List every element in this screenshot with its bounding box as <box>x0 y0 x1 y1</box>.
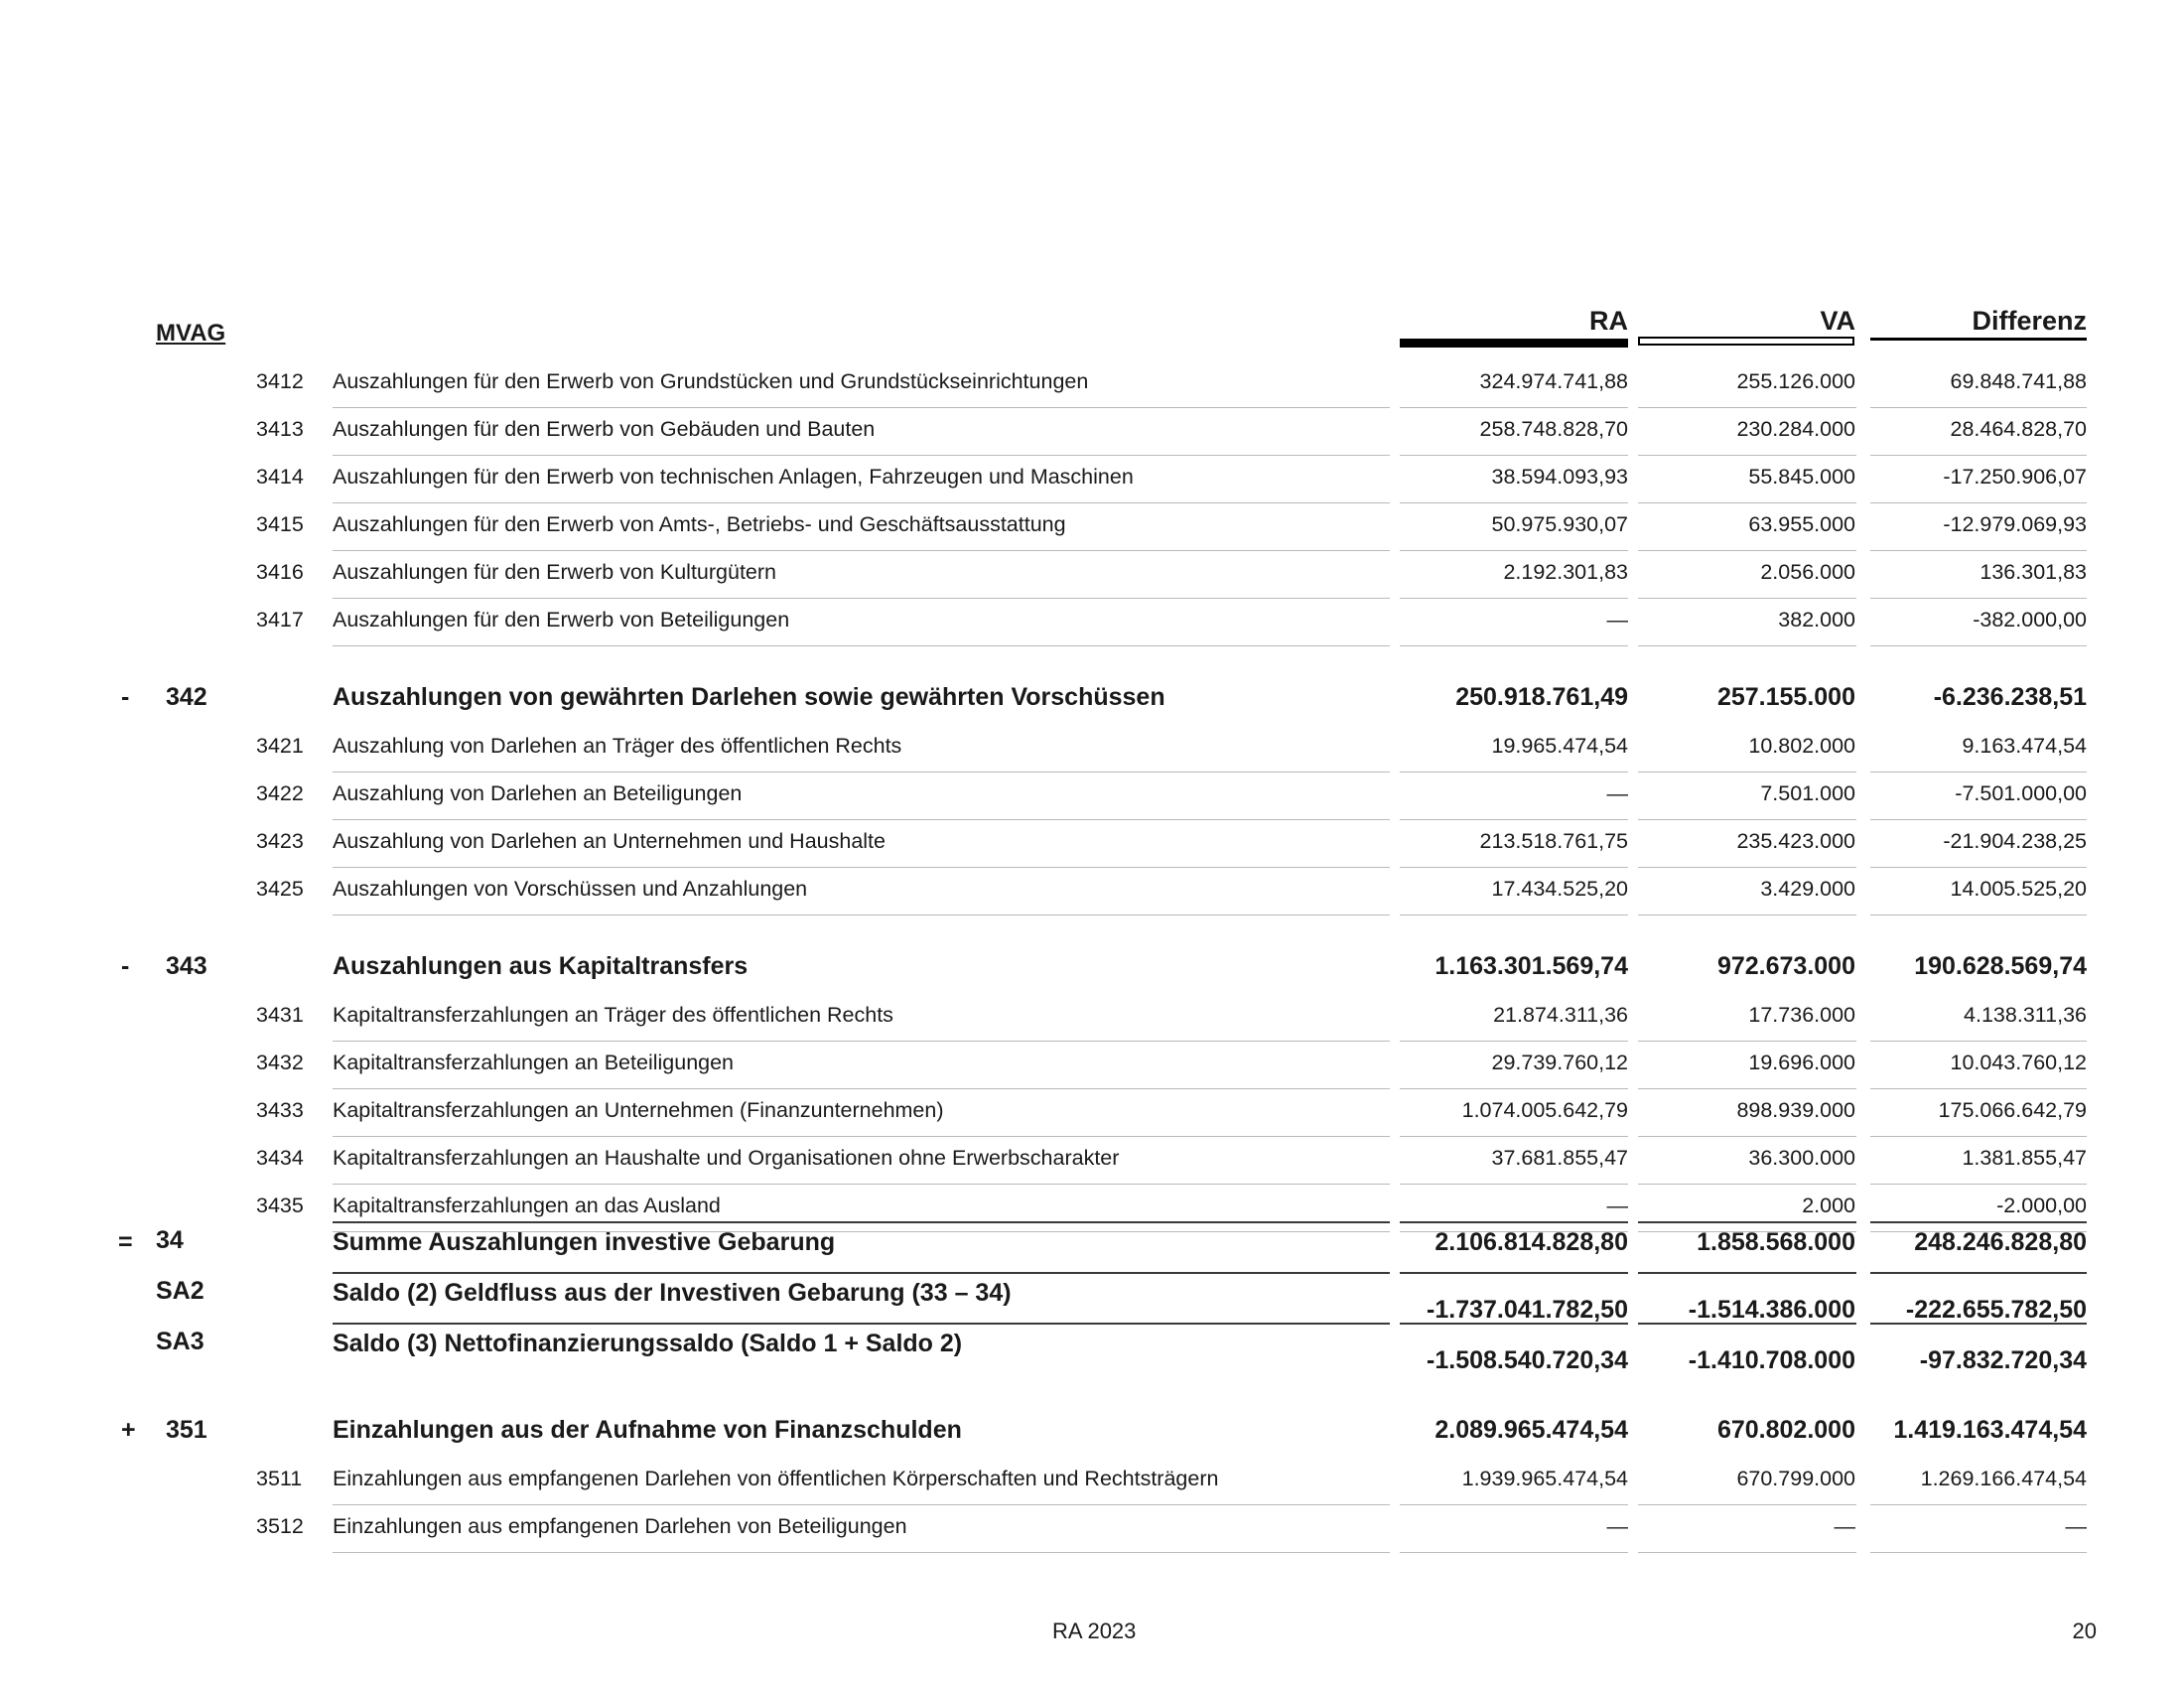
row-divider <box>333 502 1390 503</box>
row-divider <box>1400 1041 1628 1042</box>
row-divider <box>1400 819 1628 820</box>
value-ra: — <box>1606 1194 1628 1217</box>
row-divider <box>333 1136 1390 1137</box>
value-va: 670.799.000 <box>1736 1467 1855 1490</box>
account-code: 3434 <box>256 1146 304 1170</box>
row-sign: - <box>121 952 130 980</box>
value-differenz: -382.000,00 <box>1973 608 2087 632</box>
account-code: 3414 <box>256 465 304 489</box>
row-divider <box>1870 1552 2087 1553</box>
value-differenz: 4.138.311,36 <box>1964 1003 2087 1027</box>
account-code: 3423 <box>256 829 304 853</box>
row-divider <box>1638 598 1856 599</box>
row-divider <box>333 598 1390 599</box>
row-divider <box>333 1504 1390 1505</box>
account-code: 3416 <box>256 560 304 584</box>
summary-divider <box>1638 1272 1856 1274</box>
value-va: 230.284.000 <box>1736 417 1855 441</box>
value-va: 36.300.000 <box>1748 1146 1855 1170</box>
summary-divider <box>1400 1272 1628 1274</box>
row-divider <box>1638 1552 1856 1553</box>
row-divider <box>333 1552 1390 1553</box>
group-label: Auszahlungen von gewährten Darlehen sowie gewährten Vorschüssen <box>333 683 1165 711</box>
row-divider <box>1870 598 2087 599</box>
value-va: 1.858.568.000 <box>1697 1228 1855 1256</box>
row-divider <box>1400 502 1628 503</box>
account-code: 3512 <box>256 1514 304 1538</box>
value-va: 55.845.000 <box>1748 465 1855 489</box>
account-code: 3425 <box>256 877 304 901</box>
account-code: 3432 <box>256 1051 304 1074</box>
summary-divider <box>1400 1323 1628 1325</box>
value-ra: — <box>1606 781 1628 805</box>
summary-divider <box>1638 1221 1856 1223</box>
row-divider <box>1870 1184 2087 1185</box>
row-divider <box>1400 1504 1628 1505</box>
group-label: Einzahlungen aus der Aufnahme von Finanzschulden <box>333 1416 962 1444</box>
account-code: 3413 <box>256 417 304 441</box>
value-ra: -1.508.540.720,34 <box>1427 1346 1628 1374</box>
differenz-column-bar <box>1870 338 2087 341</box>
value-va: 17.736.000 <box>1748 1003 1855 1027</box>
value-differenz: 28.464.828,70 <box>1950 417 2087 441</box>
account-label: Auszahlungen für den Erwerb von Amts-, Betriebs- und Geschäftsausstattung <box>333 512 1066 536</box>
row-divider <box>333 455 1390 456</box>
summary-divider <box>1870 1323 2087 1325</box>
value-ra: 2.192.301,83 <box>1503 560 1628 584</box>
row-divider <box>1400 1552 1628 1553</box>
row-divider <box>1400 1136 1628 1137</box>
va-column-bar <box>1638 337 1854 346</box>
row-divider <box>1400 772 1628 773</box>
row-divider <box>1400 407 1628 408</box>
column-header-ra: RA <box>1589 306 1628 336</box>
value-differenz: — <box>2065 1514 2087 1538</box>
value-ra: 2.106.814.828,80 <box>1434 1228 1628 1256</box>
saldo-code: SA3 <box>156 1328 205 1355</box>
row-divider <box>333 550 1390 551</box>
value-va: 10.802.000 <box>1748 734 1855 758</box>
row-divider <box>1870 502 2087 503</box>
value-differenz: 136.301,83 <box>1979 560 2087 584</box>
row-divider <box>1638 455 1856 456</box>
row-divider <box>1870 772 2087 773</box>
account-code: 3422 <box>256 781 304 805</box>
row-divider <box>1638 1184 1856 1185</box>
value-differenz: 1.269.166.474,54 <box>1920 1467 2087 1490</box>
row-divider <box>1870 1041 2087 1042</box>
row-divider <box>1870 819 2087 820</box>
value-differenz: -21.904.238,25 <box>1943 829 2087 853</box>
mvag-label: MVAG <box>156 320 226 347</box>
value-va: 7.501.000 <box>1760 781 1855 805</box>
row-divider <box>1870 1088 2087 1089</box>
value-va: 670.802.000 <box>1716 1416 1855 1444</box>
row-divider <box>1638 1136 1856 1137</box>
value-va: 255.126.000 <box>1736 369 1855 393</box>
value-differenz: 175.066.642,79 <box>1938 1098 2087 1122</box>
row-divider <box>1638 550 1856 551</box>
value-ra: 1.163.301.569,74 <box>1434 952 1628 980</box>
account-label: Auszahlungen für den Erwerb von Kulturgütern <box>333 560 776 584</box>
value-ra: 19.965.474,54 <box>1491 734 1628 758</box>
saldo-code: SA2 <box>156 1277 205 1305</box>
group-code: 343 <box>166 952 207 980</box>
summary-divider <box>333 1221 1390 1223</box>
value-va: 235.423.000 <box>1736 829 1855 853</box>
value-ra: 29.739.760,12 <box>1491 1051 1628 1074</box>
value-ra: 38.594.093,93 <box>1491 465 1628 489</box>
account-code: 3417 <box>256 608 304 632</box>
group-label: Auszahlungen aus Kapitaltransfers <box>333 952 749 980</box>
account-label: Kapitaltransferzahlungen an Beteiligungen <box>333 1051 735 1074</box>
value-va: 3.429.000 <box>1760 877 1855 901</box>
account-code: 3511 <box>256 1467 303 1490</box>
account-label: Kapitaltransferzahlungen an das Ausland <box>333 1194 721 1217</box>
value-va: 63.955.000 <box>1748 512 1855 536</box>
value-ra: 258.748.828,70 <box>1479 417 1628 441</box>
row-divider <box>1638 1504 1856 1505</box>
value-ra: 21.874.311,36 <box>1493 1003 1628 1027</box>
row-divider <box>333 645 1390 646</box>
row-divider <box>333 772 1390 773</box>
account-label: Kapitaltransferzahlungen an Haushalte und Organisationen ohne Erwerbscharakter <box>333 1146 1120 1170</box>
summary-divider <box>1870 1221 2087 1223</box>
value-ra: — <box>1606 608 1628 632</box>
page-number: 20 <box>2072 1618 2097 1643</box>
group-label: Saldo (2) Geldfluss aus der Investiven Gebarung (33 – 34) <box>333 1279 1012 1307</box>
value-differenz: -12.979.069,93 <box>1943 512 2087 536</box>
row-divider <box>1870 645 2087 646</box>
row-divider <box>1638 772 1856 773</box>
row-divider <box>1400 1184 1628 1185</box>
value-ra: -1.737.041.782,50 <box>1427 1296 1628 1324</box>
account-label: Kapitaltransferzahlungen an Träger des öffentlichen Rechts <box>333 1003 893 1027</box>
row-divider <box>1870 1136 2087 1137</box>
row-divider <box>333 819 1390 820</box>
footer-report-label: RA 2023 <box>1052 1618 1137 1643</box>
row-divider <box>333 914 1390 915</box>
value-va: 972.673.000 <box>1716 952 1855 980</box>
row-divider <box>1400 914 1628 915</box>
value-differenz: 248.246.828,80 <box>1914 1228 2087 1256</box>
group-label: Saldo (3) Nettofinanzierungssaldo (Saldo 1 + Saldo 2) <box>333 1330 963 1357</box>
row-divider <box>1870 1504 2087 1505</box>
column-header-va: VA <box>1820 306 1855 336</box>
account-label: Einzahlungen aus empfangenen Darlehen von Beteiligungen <box>333 1514 907 1538</box>
row-divider <box>333 867 1390 868</box>
row-divider <box>1870 867 2087 868</box>
row-divider <box>1638 407 1856 408</box>
row-sign: - <box>121 683 130 711</box>
value-va: 2.000 <box>1802 1194 1855 1217</box>
group-label: Summe Auszahlungen investive Gebarung <box>333 1228 836 1256</box>
account-label: Auszahlungen für den Erwerb von technischen Anlagen, Fahrzeugen und Maschinen <box>333 465 1134 489</box>
row-divider <box>1870 455 2087 456</box>
row-divider <box>1400 1088 1628 1089</box>
column-header-differenz: Differenz <box>1972 306 2087 336</box>
row-divider <box>1638 867 1856 868</box>
row-sign: + <box>121 1416 136 1444</box>
value-differenz: -7.501.000,00 <box>1955 781 2087 805</box>
row-divider <box>333 1184 1390 1185</box>
account-label: Auszahlung von Darlehen an Beteiligungen <box>333 781 743 805</box>
value-differenz: 1.381.855,47 <box>1962 1146 2087 1170</box>
value-differenz: -6.236.238,51 <box>1933 683 2087 711</box>
summary-divider <box>333 1272 1390 1274</box>
row-divider <box>1638 1041 1856 1042</box>
account-code: 3412 <box>256 369 304 393</box>
value-ra: 17.434.525,20 <box>1491 877 1628 901</box>
account-code: 3435 <box>256 1194 304 1217</box>
account-code: 3431 <box>256 1003 304 1027</box>
value-va: -1.410.708.000 <box>1688 1346 1855 1374</box>
value-va: 382.000 <box>1778 608 1855 632</box>
row-sign: = <box>118 1228 133 1256</box>
value-ra: 324.974.741,88 <box>1479 369 1628 393</box>
value-ra: 213.518.761,75 <box>1479 829 1628 853</box>
row-divider <box>1400 550 1628 551</box>
value-differenz: 190.628.569,74 <box>1914 952 2087 980</box>
value-ra: — <box>1606 1514 1628 1538</box>
value-va: -1.514.386.000 <box>1688 1296 1855 1324</box>
summary-divider <box>1400 1221 1628 1223</box>
value-va: 2.056.000 <box>1760 560 1855 584</box>
value-differenz: 9.163.474,54 <box>1962 734 2087 758</box>
account-label: Auszahlungen für den Erwerb von Gebäuden und Bauten <box>333 417 876 441</box>
account-label: Auszahlungen für den Erwerb von Beteiligungen <box>333 608 790 632</box>
row-divider <box>1400 455 1628 456</box>
account-label: Auszahlung von Darlehen an Träger des öffentlichen Rechts <box>333 734 902 758</box>
account-label: Kapitaltransferzahlungen an Unternehmen (Finanzunternehmen) <box>333 1098 944 1122</box>
value-va: 19.696.000 <box>1748 1051 1855 1074</box>
account-label: Auszahlung von Darlehen an Unternehmen und Haushalte <box>333 829 886 853</box>
row-divider <box>1638 819 1856 820</box>
account-label: Auszahlungen für den Erwerb von Grundstücken und Grundstückseinrichtungen <box>333 369 1089 393</box>
group-code: 351 <box>166 1416 207 1444</box>
account-label: Auszahlungen von Vorschüssen und Anzahlungen <box>333 877 808 901</box>
value-va: 257.155.000 <box>1716 683 1855 711</box>
row-divider <box>1870 550 2087 551</box>
row-divider <box>1638 1088 1856 1089</box>
row-divider <box>1400 645 1628 646</box>
value-ra: 1.074.005.642,79 <box>1461 1098 1628 1122</box>
row-divider <box>1400 598 1628 599</box>
value-differenz: -97.832.720,34 <box>1919 1346 2087 1374</box>
row-divider <box>1870 914 2087 915</box>
value-differenz: 1.419.163.474,54 <box>1893 1416 2087 1444</box>
ra-column-bar <box>1400 339 1628 348</box>
value-differenz: 69.848.741,88 <box>1950 369 2087 393</box>
row-divider <box>1870 407 2087 408</box>
account-code: 3421 <box>256 734 304 758</box>
row-divider <box>1638 645 1856 646</box>
row-divider <box>333 1041 1390 1042</box>
summary-divider <box>1870 1272 2087 1274</box>
row-divider <box>1638 914 1856 915</box>
value-ra: 2.089.965.474,54 <box>1434 1416 1628 1444</box>
value-differenz: -17.250.906,07 <box>1943 465 2087 489</box>
value-va: — <box>1834 1514 1855 1538</box>
value-differenz: -222.655.782,50 <box>1905 1296 2087 1324</box>
value-ra: 50.975.930,07 <box>1491 512 1628 536</box>
row-divider <box>1400 867 1628 868</box>
value-va: 898.939.000 <box>1736 1098 1855 1122</box>
value-differenz: -2.000,00 <box>1996 1194 2087 1217</box>
summary-divider <box>1638 1323 1856 1325</box>
group-code: 342 <box>166 683 207 711</box>
value-differenz: 14.005.525,20 <box>1950 877 2087 901</box>
account-code: 3415 <box>256 512 304 536</box>
account-label: Einzahlungen aus empfangenen Darlehen von öffentlichen Körperschaften und Rechtsträgern <box>333 1467 1219 1490</box>
sum-code: 34 <box>156 1226 184 1254</box>
value-ra: 37.681.855,47 <box>1491 1146 1628 1170</box>
value-ra: 1.939.965.474,54 <box>1461 1467 1628 1490</box>
value-ra: 250.918.761,49 <box>1455 683 1628 711</box>
row-divider <box>333 407 1390 408</box>
value-differenz: 10.043.760,12 <box>1950 1051 2087 1074</box>
row-divider <box>333 1088 1390 1089</box>
row-divider <box>1638 502 1856 503</box>
summary-divider <box>333 1323 1390 1325</box>
account-code: 3433 <box>256 1098 304 1122</box>
